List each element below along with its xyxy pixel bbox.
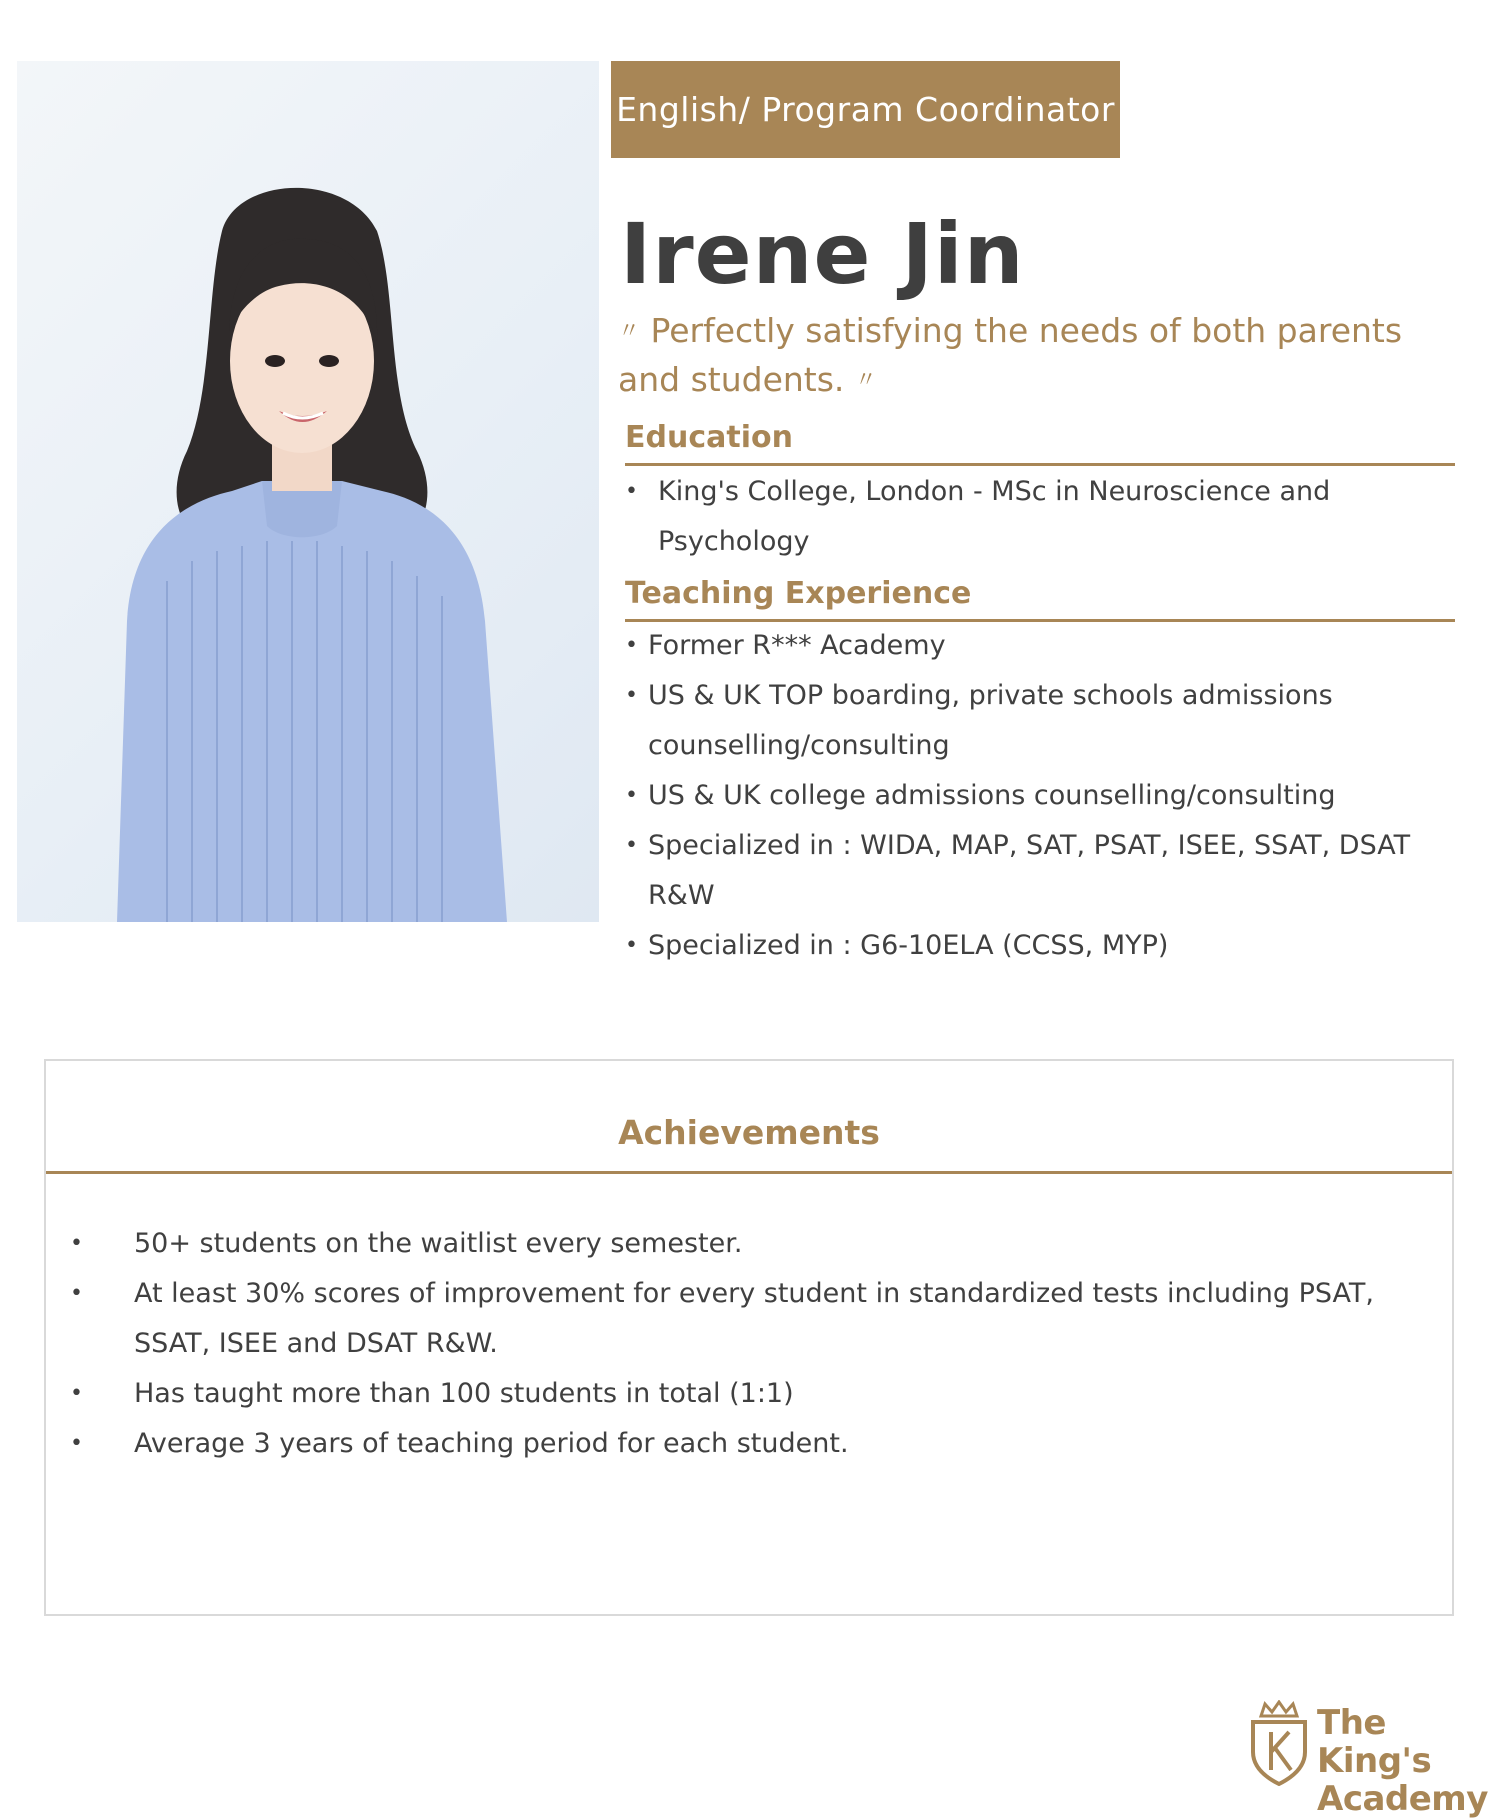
logo-line-1: The King's bbox=[1317, 1703, 1432, 1781]
achievements-list bbox=[70, 1219, 1410, 1469]
achievements-panel bbox=[44, 1059, 1454, 1616]
experience-item: • US & UK college admissions counselling/consulting bbox=[625, 771, 1475, 821]
logo-line-2: Academy bbox=[1317, 1779, 1488, 1819]
education-heading: Education bbox=[625, 420, 1455, 466]
tagline-text: Perfectly satisfying the needs of both parents and students. bbox=[618, 311, 1403, 399]
experience-heading: Teaching Experience bbox=[625, 576, 1455, 622]
academy-logo bbox=[1247, 1700, 1488, 1819]
crown-k-shield-icon bbox=[1247, 1700, 1311, 1786]
experience-item: • US & UK TOP boarding, private schools admissions counselling/consulting bbox=[625, 671, 1338, 771]
achievement-item: • At least 30% scores of improvement for every student in standardized tests including PSAT, SSAT, ISEE and DSAT R&W. bbox=[70, 1269, 1414, 1369]
tagline-quote bbox=[618, 307, 1448, 405]
academy-logo-text bbox=[1317, 1704, 1488, 1818]
achievement-item: • Has taught more than 100 students in total (1:1) bbox=[70, 1369, 1410, 1419]
experience-item: • Former R*** Academy bbox=[625, 621, 1475, 671]
experience-item: • Specialized in : WIDA, MAP, SAT, PSAT, ISEE, SSAT, DSAT R&W bbox=[625, 821, 1475, 921]
achievement-item: • Average 3 years of teaching period for each student. bbox=[70, 1419, 1410, 1469]
achievements-divider bbox=[46, 1171, 1452, 1174]
open-quote-mark: 〃 bbox=[618, 319, 641, 344]
education-list bbox=[625, 467, 1475, 567]
profile-photo bbox=[17, 61, 599, 922]
teacher-name: Irene Jin bbox=[620, 205, 1025, 303]
experience-item: • Specialized in : G6-10ELA (CCSS, MYP) bbox=[625, 921, 1475, 971]
portrait-illustration bbox=[17, 61, 599, 922]
role-tag: English/ Program Coordinator bbox=[611, 61, 1120, 158]
experience-list bbox=[625, 621, 1475, 971]
education-item: • King's College, London - MSc in Neuroscience and Psychology bbox=[625, 467, 1475, 567]
close-quote-mark: 〃 bbox=[854, 368, 877, 393]
achievement-item: • 50+ students on the waitlist every semester. bbox=[70, 1219, 1410, 1269]
achievements-heading: Achievements bbox=[618, 1113, 880, 1152]
